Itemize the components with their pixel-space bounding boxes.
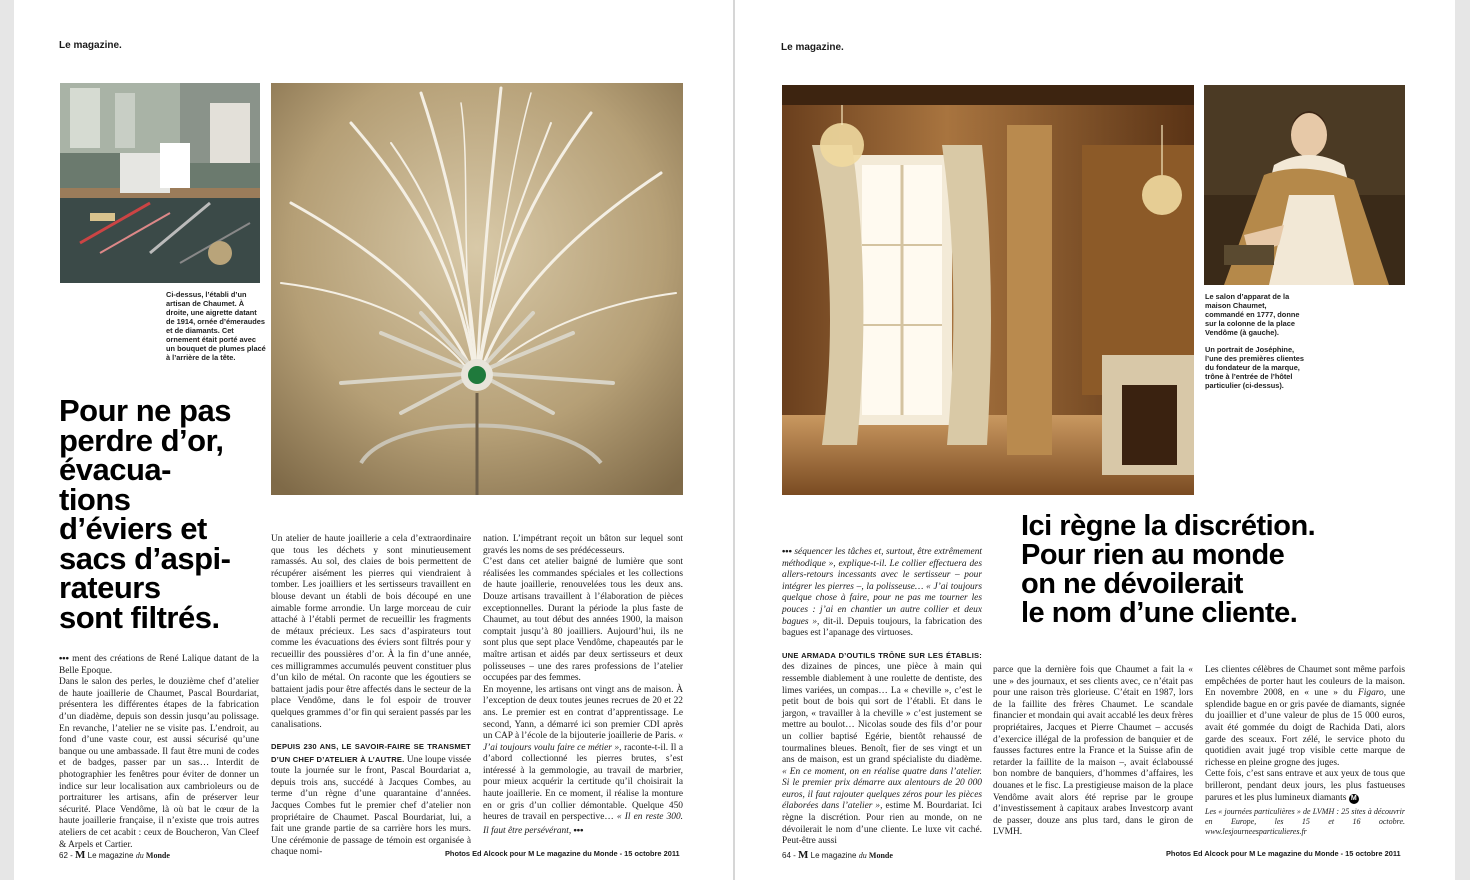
paragraph: nation. L’impétrant reçoit un bâton sur lequel sont gravés les noms de ses prédécesseurs. [483, 534, 683, 556]
headline-line: d’éviers et [59, 511, 207, 546]
paragraph: parce que la dernière fois que Chaumet a fait la « une » des journaux, et ses clients avec, ce n’était pas pour une raison très glorieuse. C’était en 1987, lors de la faillite des frères Chaumet. Le scandale financier et mondain qui avait accablé les deux frères propriétaires, Jacques et Pierre Chaumet – accusés d’exercice illégal de la profession de banquier et de fausses factures entre la France et la Suisse afin de retarder la faillite de la maison –, avait éclaboussé bon nombre de banquiers, d’hommes d’affaires, les douanes et le fisc. La prestigieuse maison de la place Vendôme avait alors été reprise par le groupe d’investissement à capitaux arabes Investcorp avant de passer, douze ans plus tard, dans le giron de LVMH. [993, 665, 1193, 838]
photo-caption: Ci-dessus, l’établi d’un artisan de Chaumet. À droite, une aigrette datant de 1914, ornée d’émeraudes et de diamants. Cet ornement était porté avec un bouquet de plumes placé à l’arrière de la tête. [166, 290, 266, 362]
paragraph: Une loupe vissée toute la journée sur le front, Pascal Bourdariat a, depuis trois ans, succédé à Jacques Combes, au terme d’un règne d’une quarantaine d’années. Jacques Combes fut le premier chef d’atelier non propriétaire de Chaumet. Pascal Bourdariat, lui, a fait une grande partie de sa carrière hors les murs. Une cérémonie de passage de témoin est organisée à chaque nomi- [271, 754, 472, 858]
footer-monde: Monde [868, 851, 893, 860]
headline-line: rateurs [59, 570, 161, 605]
headline-line: évacua- [59, 452, 171, 487]
paragraph: C’est dans cet atelier baigné de lumière que sont réalisées les commandes spéciales et les collections de haute joaillerie, renouvelées tous les deux ans. Douze artisans travaillent à l’élaboration de pièces exceptionnelles. Durant la période la plus faste de Chaumet, au tout début des années 1900, la maison comptait jusqu’à 80 joailliers. Aujourd’hui, ils ne sont plus que sept place Vendôme, chapeautés par le maître artisan et aidés par deux sertisseurs et deux polisseuses – une des rares professions de l’atelier occupées par des femmes. [483, 557, 683, 684]
continuation-dots: ••• [782, 545, 792, 556]
m-logo-icon: M [75, 849, 86, 861]
quote: « J’ai toujours voulu faire ce métier », [483, 731, 683, 753]
salon-chandelier-photo-icon [782, 85, 1194, 495]
text-column-3 [1205, 665, 1405, 837]
event-note: Les « journées particulières » de LVMH : 25 sites à découvrir en Europe, les 15 et 16 octobre. www.lesjourneesparticulieres.fr [1205, 807, 1405, 837]
footer-magazine: Le magazine [810, 851, 857, 860]
section-lead: UNE ARMADA D’OUTILS TRÔNE SUR LES ÉTABLIS: [782, 650, 982, 660]
workbench-photo-icon [60, 83, 260, 283]
photo-credit: Photos Ed Alcock pour M Le magazine du Monde - 15 octobre 2011 [445, 849, 680, 858]
headline-line: on ne dévoilerait [1021, 568, 1243, 600]
paragraph: Un atelier de haute joaillerie a cela d’extraordinaire que tous les déchets y sont minutieusement ramassés. Au sol, des claies de bois permettent de récupérer aisément les pierres qui viendraient à tomber. Les joailliers et les sertisseurs travaillent en blouse devant un établi de bois découpé en une aimable forme arrondie. Un large morceau de cuir attaché à l’établi permet de recueillir les fragments de métaux précieux. Les sacs d’aspirateurs tout comme les évacuations des éviers sont filtrés pour y recueillir des poussières d’or. À la fin d’une année, ces milligrammes accumulés peuvent constituer plus d’un kilo de métal. On raconte que les égoutiers se battaient jadis pour être affectés dans le secteur de la place Vendôme, dans le fol espoir de trouver quelques grammes d’or fin qui seraient passés par les canalisations. [271, 534, 471, 730]
headline-line: Ici règne la discrétion. [1021, 510, 1316, 542]
headline [59, 393, 269, 635]
paragraph: estime M. Bourdariat. Ici règne la discrétion. Pour rien au monde, on ne dévoilerait le nom d’une cliente. Le luxe vit caché. Peut-être aussi [782, 801, 983, 847]
footer-magazine: Le magazine [87, 851, 134, 860]
paragraph: raconte-t-il. Il a d’abord collectionné les pierres brutes, s’est intéressé à la gemmologie, au travail de marbrier, pour mieux acquérir la certitude qu’il choisirait la haute joaillerie. En ce moment, il réalise la monture en or gris d’un collier démontable. Quelque 450 heures de travail en perspective… [483, 742, 684, 823]
quote: « En ce moment, on en réalise quatre dans l’atelier. Si le premier prix démarre aux alentours de 20 000 euros, il faut rajouter quelques zéros pour les pièces élaborées dans l’atelier », [782, 766, 982, 812]
headline-line: tions [59, 481, 131, 517]
text-column-3 [483, 534, 683, 837]
feather-aigrette-photo-icon [271, 83, 683, 495]
page-number: 64 [782, 851, 791, 860]
section-lead: DEPUIS 230 ANS, LE SAVOIR-FAIRE SE TRANSMET D’UN CHEF D’ATELIER À L’AUTRE. [271, 742, 471, 764]
page-number: 62 [59, 851, 68, 860]
end-mark-icon: M [1349, 794, 1359, 804]
text-column-2 [993, 665, 1193, 839]
text-column-2 [271, 534, 471, 859]
paragraph: séquencer les tâches et, surtout, être extrêmement méthodique », explique-t-il. Le collier effectuera des allers-retours incessants avec le sertisseur – pour intégrer les pierres –, la polisseuse… [782, 547, 983, 592]
headline-line: Pour rien au monde [1021, 539, 1285, 571]
right-page [735, 0, 1455, 880]
photo-credit: Photos Ed Alcock pour M Le magazine du Monde - 15 octobre 2011 [1166, 849, 1401, 858]
continuation-dots: ••• [573, 823, 584, 835]
paragraph: dit-il. Depuis toujours, la fabrication des bagues est l’apanage des virtuoses. [782, 616, 983, 639]
figaro: Figaro [1358, 688, 1384, 699]
headline-line: perdre d’or, [59, 422, 224, 458]
paragraph: ment des créations de René Lalique datant de la Belle Epoque. [59, 654, 259, 676]
paragraph: Cette fois, c’est sans entrave et aux yeux de tous que brilleront, pendant deux jours, les plus fastueuses parures et les plus lumineux diamants [1205, 769, 1405, 803]
m-logo-icon: M [798, 849, 809, 861]
running-head: Le magazine. [59, 40, 122, 51]
headline [1021, 512, 1441, 628]
text-column-1 [59, 652, 259, 851]
caption-portrait: Un portrait de Joséphine, l’une des premières clientes du fondateur de la marque, trône à l’entrée de l’hôtel particulier (ci-dessus). [1205, 345, 1304, 390]
headline-line: Pour ne pas [59, 393, 231, 428]
quote: « Il en reste 300. Il faut être persévérant, [483, 812, 684, 836]
quote: « J’ai toujours quelque chose à faire, pour ne pas me tourner les pouces : j’ai en chantier un autre collier et deux bagues », [782, 581, 982, 627]
continuation-dots: ••• [59, 652, 69, 663]
headline-line: sont filtrés. [59, 599, 220, 635]
paragraph: En moyenne, les artisans ont vingt ans de maison. À l’exception de deux toutes jeunes recrues de 20 et 22 ans. Le premier est en contrat d’apprentissage. Le second, Yann, a démarré ici son premier CDI après un CAP à l’école de la bijouterie joaillerie de Paris. [483, 684, 683, 742]
paragraph: Les clientes célèbres de Chaumet sont même parfois empêchées de porter haut les couleurs de la maison. En novembre 2008, en « une » du [1205, 665, 1405, 699]
photo-caption [1205, 292, 1305, 398]
caption-salon: Le salon d’apparat de la maison Chaumet, commandé en 1777, donne sur la colonne de la place Vendôme (à gauche). [1205, 292, 1300, 337]
paragraph: , une splendide bague en or gris pavée de diamants, signée du joaillier et d’une valeur de plus de 15 000 euros, avait été gommée du doigt de Rachida Dati, alors garde des sceaux. Fort zélé, le service photo du quotidien avait jugé trop visible cette marque de richesse en pleine grogne des juges. [1205, 688, 1405, 768]
paragraph: des dizaines de pinces, une pièce à main qui ressemble diablement à une roulette de dentiste, des limes variées, un compas… La « cheville », c’est le petit bout de bois qui sort de l’établi. Et dans le jargon, « travailler à la cheville » c’est justement se mettre au boulot… Nicolas soude des fils d’or pour un collier baptisé Egérie, bientôt rehaussé de tourmalines bleues. Benoît, fier de ses vingt et un ans de maison, est un grand spécialiste du diadème. [782, 662, 982, 766]
footer-du: du [858, 851, 867, 860]
headline-line: sacs d’aspi- [59, 540, 231, 576]
page-footer: 62 - M Le magazine du Monde [59, 849, 170, 861]
paragraph: Dans le salon des perles, le douzième chef d’atelier de haute joaillerie de Chaumet, Pascal Bourdariat, présentera les différentes étapes de la fabrication d’un diadème, depuis son dessin jusqu’au polissage. En revanche, l’atelier ne se visite pas. L’endroit, au fond d’une vaste cour, est aussi sécurisé qu’une banque ou une ambassade. Il faut être muni de codes et de badges, passer par un sas… Interdit de photographier les fenêtres pour éviter de donner un indice sur leur localisation aux cambrioleurs ou de portraiturer les artisans, afin de préserver leur sécurité. Place Vendôme, là où bat le cœur de la haute joaillerie française, il n’existe que trois autres ateliers de cet acabit : ceux de Boucheron, Van Cleef & Arpels et Cartier. [59, 677, 259, 850]
page-footer: 64 - M Le magazine du Monde [782, 849, 893, 861]
footer-monde: Monde [145, 851, 170, 860]
text-column-1 [782, 545, 982, 848]
footer-du: du [135, 851, 144, 860]
running-head: Le magazine. [781, 42, 844, 53]
left-page [14, 0, 734, 880]
josephine-portrait-icon [1204, 85, 1405, 285]
headline-line: le nom d’une cliente. [1021, 597, 1298, 629]
